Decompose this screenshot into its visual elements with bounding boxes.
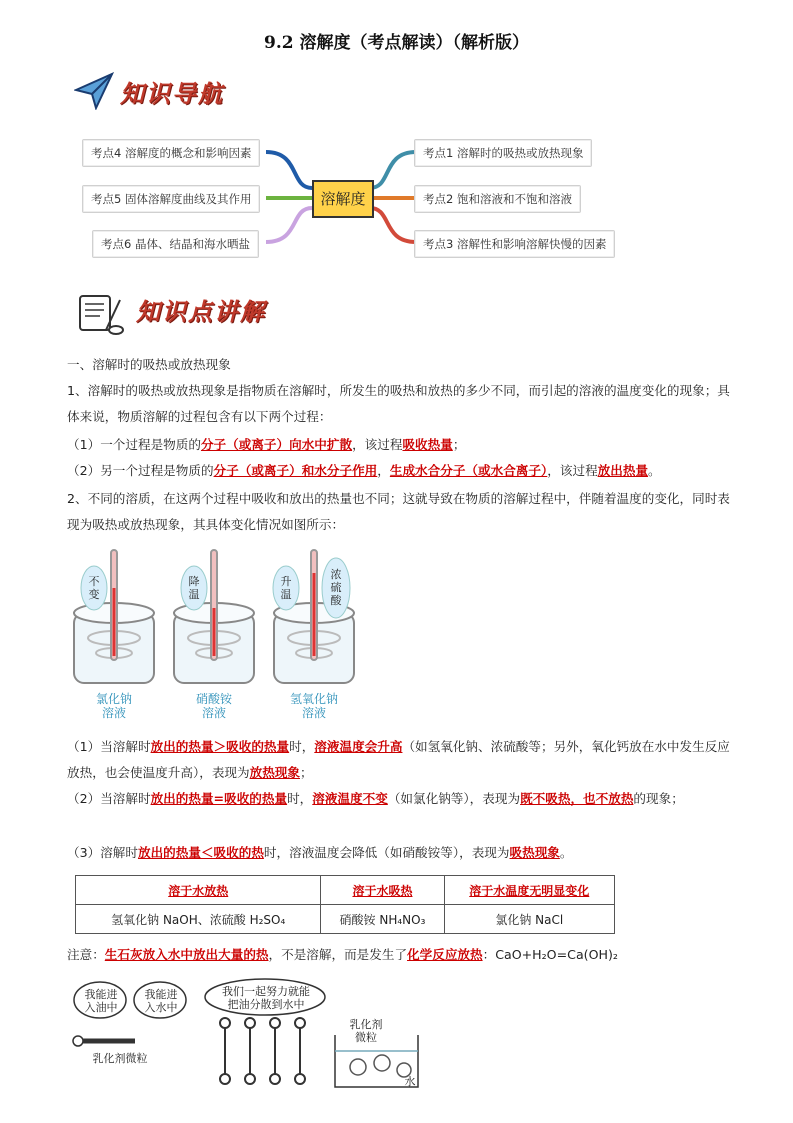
table-header-cell: 溶于水吸热	[321, 876, 444, 905]
p3-emph: 生成水合分子（或水合离子）	[389, 463, 548, 478]
section1-title: 一、溶解时的吸热或放热现象	[67, 357, 231, 372]
c3-emph: 放出的热量＜吸收的热	[137, 845, 264, 860]
c2-text: 的现象；	[633, 791, 684, 806]
table-row	[76, 905, 615, 934]
note-text: ：CaO+H₂O=Ca(OH)₂	[482, 947, 618, 962]
mindmap-node-2: 考点2 饱和溶液和不饱和溶液	[414, 185, 581, 213]
emulsion-bubble-oil: 我能进 入油中	[84, 988, 118, 1014]
emulsifier-label: 乳化剂微粒	[92, 1052, 148, 1065]
points-heading: 知识点讲解	[136, 297, 266, 326]
note-emph: 生石灰放入水中放出大量的热	[104, 947, 269, 962]
note-text: 注意：	[67, 947, 105, 962]
p2-text: ；	[452, 437, 466, 452]
c1-text: 时，	[289, 739, 315, 754]
beaker-label-2: 硝酸铵 溶液	[195, 692, 232, 720]
c1-text: ；	[299, 765, 313, 780]
case-1	[67, 734, 737, 786]
nav-heading: 知识导航	[120, 79, 224, 108]
table-header-cell: 溶于水放热	[76, 876, 321, 905]
beaker-tag-4: 浓 硫 酸	[330, 568, 342, 607]
c1-emph: 溶液温度会升高	[314, 739, 403, 754]
paragraph-2	[67, 432, 737, 458]
paragraph-4: 2、不同的溶质，在这两个过程中吸收和放出的热量也不同；这就导致在物质的溶解过程中，伴随着温度的变化，同时表现为吸热或放热现象，其具体变化情况如图所示：	[67, 491, 730, 532]
nav-heading-block	[74, 72, 114, 114]
mindmap-node-1: 考点1 溶解时的吸热或放热现象	[414, 139, 592, 167]
scroll-quill-icon	[74, 290, 126, 336]
scroll-icon-block	[74, 290, 126, 340]
case-3	[67, 840, 737, 866]
emulsion-bubble-together: 我们一起努力就能 把油分散到水中	[222, 985, 310, 1011]
p3-text: ，	[377, 463, 390, 478]
beaker-tag-2: 降 温	[188, 575, 200, 601]
c2-emph: 溶液温度不变	[312, 791, 388, 806]
case-2	[67, 786, 737, 812]
emulsifier-row	[220, 1018, 305, 1084]
p2-emph: 吸收热量	[402, 437, 453, 452]
emulsifier-particle	[73, 1036, 135, 1046]
p2-text: （1）一个过程是物质的	[67, 437, 201, 452]
beaker-tag-1: 不 变	[88, 575, 100, 601]
table-cell: 硝酸铵 NH₄NO₃	[321, 905, 444, 934]
paragraph-1: 1、溶解时的吸热或放热现象是指物质在溶解时，所发生的吸热和放热的多少不同，而引起的溶液的温度变化的现象；具体来说，物质溶解的过程包含有以下两个过程：	[67, 383, 730, 424]
c1-text: （如氢氧化钠、浓硫酸等；另外，氧化钙放在水中发生反应放热，也会使温度升高），表现为	[67, 739, 730, 780]
note-emph: 化学反应放热	[407, 947, 483, 962]
c1-emph: 放热现象	[249, 765, 300, 780]
table-header-cell: 溶于水温度无明显变化	[444, 876, 614, 905]
p3-text: （2）另一个过程是物质的	[67, 463, 214, 478]
p2-text: ，该过程	[352, 437, 403, 452]
note	[67, 942, 737, 968]
mindmap-node-6: 考点6 晶体、结晶和海水晒盐	[92, 230, 259, 258]
paragraph-3	[67, 458, 767, 484]
water-label: 水	[404, 1075, 416, 1088]
mindmap-center: 溶解度	[312, 180, 374, 218]
emulsion-bubble-water: 我能进 入水中	[144, 988, 178, 1014]
p2-emph: 分子（或离子）向水中扩散	[200, 437, 353, 452]
c3-text: 时，溶液温度会降低（如硝酸铵等），表现为	[263, 845, 510, 860]
p3-emph: 放出热量	[597, 463, 649, 478]
c1-text: （1）当溶解时	[67, 739, 151, 754]
emulsifier-particle-label: 乳化剂 微粒	[349, 1018, 383, 1044]
table-cell: 氯化钠 NaCl	[444, 905, 614, 934]
beaker-label-1: 氯化钠 溶液	[95, 692, 132, 720]
c3-text: 。	[559, 845, 573, 860]
c3-emph: 吸热现象	[509, 845, 560, 860]
c2-text: （如氯化钠等），表现为	[387, 791, 521, 806]
c2-text: 时，	[287, 791, 313, 806]
mindmap-node-3: 考点3 溶解性和影响溶解快慢的因素	[414, 230, 615, 258]
page-title: 9.2 溶解度（考点解读）（解析版）	[264, 33, 529, 53]
c2-text: （2）当溶解时	[67, 791, 151, 806]
c2-emph: 放出的热量=吸收的热量	[150, 791, 288, 806]
p3-emph: 分子（或离子）和水分子作用	[213, 463, 378, 478]
beaker-tag-3: 升 温	[280, 575, 292, 601]
solubility-heat-table	[75, 875, 615, 934]
c2-emph: 既不吸热，也不放热	[520, 791, 634, 806]
note-text: ，不是溶解，而是发生了	[268, 947, 408, 962]
p3-text: 。	[648, 463, 661, 478]
p3-text: ，该过程	[547, 463, 598, 478]
c3-text: （3）溶解时	[67, 845, 138, 860]
c1-emph: 放出的热量＞吸收的热量	[150, 739, 290, 754]
beaker-label-3: 氢氧化钠 溶液	[289, 692, 338, 720]
mindmap-node-4: 考点4 溶解度的概念和影响因素	[82, 139, 260, 167]
paper-plane-icon	[74, 72, 114, 110]
mindmap-node-5: 考点5 固体溶解度曲线及其作用	[82, 185, 260, 213]
table-cell: 氢氧化钠 NaOH、浓硫酸 H₂SO₄	[76, 905, 321, 934]
table-header-row	[76, 876, 615, 905]
